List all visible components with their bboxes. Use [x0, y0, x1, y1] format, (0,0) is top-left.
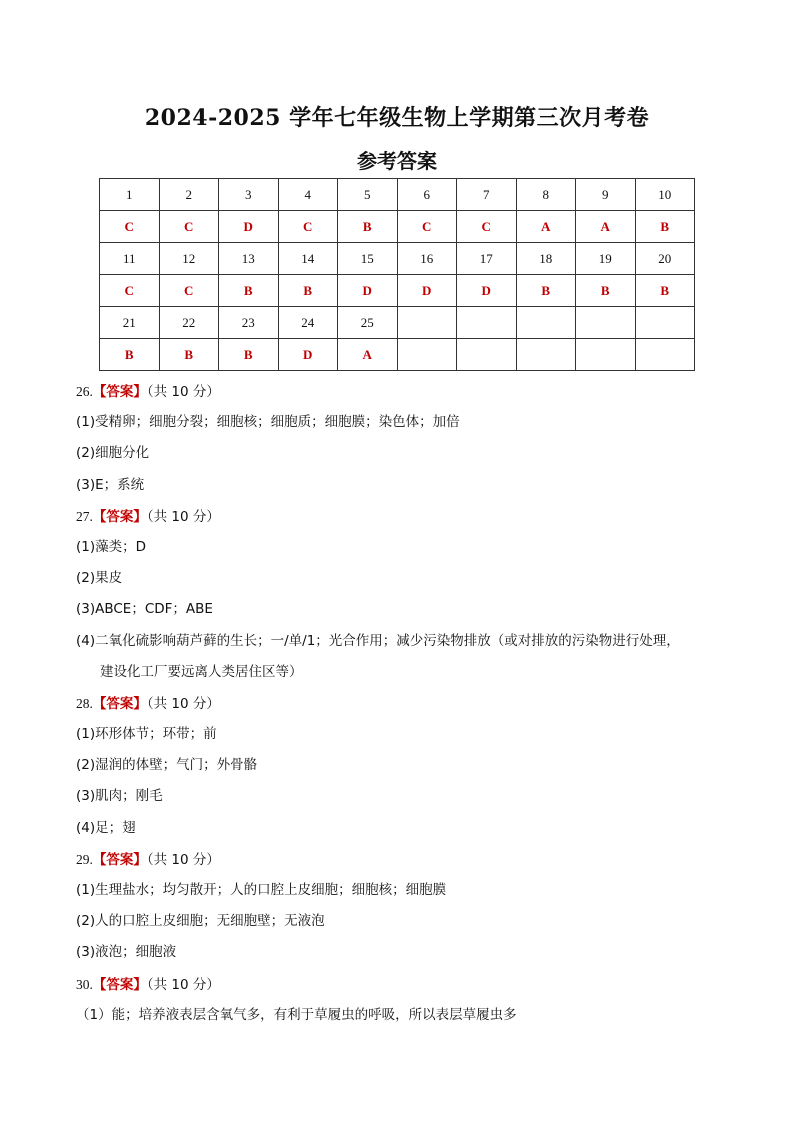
answer-cell	[576, 339, 636, 371]
page-title: 2024-2025 学年七年级生物上学期第三次月考卷	[144, 105, 650, 131]
question-number-cell	[457, 307, 517, 339]
answer-list	[76, 376, 756, 1031]
question-number-row	[100, 307, 695, 339]
question-number-cell: 12	[159, 243, 219, 275]
question-number-cell: 7	[457, 179, 517, 211]
answer-line: (2)细胞分化	[76, 445, 150, 462]
answer-row	[100, 275, 695, 307]
answer-line: (4)二氧化硫影响葫芦藓的生长；一/单/1；光合作用；减少污染物排放（或对排放的污染物进行处理，	[76, 632, 680, 649]
answer-line: (4)足；翅	[76, 819, 136, 836]
answer-cell	[516, 339, 576, 371]
question-number-cell	[397, 307, 457, 339]
answer-line: (2)人的口腔上皮细胞；无细胞壁；无液泡	[76, 913, 325, 930]
answer-line: (1)环形体节；环带；前	[76, 726, 217, 743]
answer-line: (3)E；系统	[76, 476, 145, 493]
question-number-row	[100, 179, 695, 211]
answer-cell: B	[635, 275, 695, 307]
question-number-cell: 24	[278, 307, 338, 339]
answer-line: (1)生理盐水；均匀散开；人的口腔上皮细胞；细胞核；细胞膜	[76, 882, 447, 898]
question-number-cell: 18	[516, 243, 576, 275]
answer-table	[99, 178, 695, 371]
question-number-cell	[635, 307, 695, 339]
answer-cell: D	[397, 275, 457, 307]
answer-line: (2)湿润的体壁；气门；外骨骼	[76, 757, 258, 774]
question-header-26: 26.【答案】（共 10 分）	[76, 384, 220, 400]
answer-line: (1)受精卵；细胞分裂；细胞核；细胞质；细胞膜；染色体；加倍	[76, 414, 460, 431]
answer-cell: C	[397, 211, 457, 243]
answer-line: (1)藻类；D	[76, 538, 147, 555]
question-number-cell: 17	[457, 243, 517, 275]
question-number-cell: 25	[338, 307, 398, 339]
question-number-cell: 3	[219, 179, 279, 211]
answer-line-continuation: 建设化工厂要远离人类居住区等）	[100, 663, 303, 680]
question-header-28: 28.【答案】（共 10 分）	[76, 695, 220, 712]
answer-cell	[397, 339, 457, 371]
question-number-cell: 10	[635, 179, 695, 211]
page-subtitle: 参考答案	[357, 149, 437, 173]
answer-cell: B	[219, 275, 279, 307]
question-number-cell: 14	[278, 243, 338, 275]
answer-cell: B	[635, 211, 695, 243]
question-number-cell: 4	[278, 179, 338, 211]
answer-cell: D	[457, 275, 517, 307]
answer-cell: C	[100, 211, 160, 243]
answer-cell	[457, 339, 517, 371]
question-number-cell: 15	[338, 243, 398, 275]
question-number-cell	[576, 307, 636, 339]
answer-cell: A	[576, 211, 636, 243]
answer-cell: B	[576, 275, 636, 307]
question-number-cell: 13	[219, 243, 279, 275]
question-number-cell: 6	[397, 179, 457, 211]
answer-line: (3)ABCE；CDF；ABE	[76, 601, 213, 618]
question-number-cell: 20	[635, 243, 695, 275]
answer-cell	[635, 339, 695, 371]
question-number-cell: 5	[338, 179, 398, 211]
answer-line: (2)果皮	[76, 570, 123, 587]
answer-cell: D	[278, 339, 338, 371]
answer-cell: B	[100, 339, 160, 371]
question-number-cell: 8	[516, 179, 576, 211]
answer-cell: A	[338, 339, 398, 371]
answer-cell: B	[338, 211, 398, 243]
question-number-row	[100, 243, 695, 275]
answer-cell: B	[278, 275, 338, 307]
answer-row	[100, 211, 695, 243]
question-header-29: 29.【答案】（共 10 分）	[76, 851, 220, 868]
answer-cell: C	[457, 211, 517, 243]
question-number-cell: 1	[100, 179, 160, 211]
question-number-cell: 23	[219, 307, 279, 339]
question-number-cell: 11	[100, 243, 160, 275]
answer-row	[100, 339, 695, 371]
answer-cell: C	[100, 275, 160, 307]
answer-cell: B	[219, 339, 279, 371]
answer-line: (3)液泡；细胞液	[76, 944, 177, 961]
question-number-cell: 2	[159, 179, 219, 211]
question-header-30: 30.【答案】（共 10 分）	[76, 976, 220, 993]
question-number-cell: 21	[100, 307, 160, 339]
answer-cell: D	[338, 275, 398, 307]
answer-cell: C	[159, 211, 219, 243]
question-number-cell: 16	[397, 243, 457, 275]
answer-line: (3)肌肉；刚毛	[76, 788, 163, 805]
answer-cell: D	[219, 211, 279, 243]
answer-cell: C	[278, 211, 338, 243]
question-number-cell	[516, 307, 576, 339]
answer-line: （1）能；培养液表层含氧气多，有利于草履虫的呼吸，所以表层草履虫多	[76, 1006, 517, 1023]
answer-cell: A	[516, 211, 576, 243]
question-number-cell: 9	[576, 179, 636, 211]
question-header-27: 27.【答案】（共 10 分）	[76, 508, 220, 525]
answer-cell: B	[159, 339, 219, 371]
answer-cell: B	[516, 275, 576, 307]
answer-cell: C	[159, 275, 219, 307]
question-number-cell: 19	[576, 243, 636, 275]
question-number-cell: 22	[159, 307, 219, 339]
